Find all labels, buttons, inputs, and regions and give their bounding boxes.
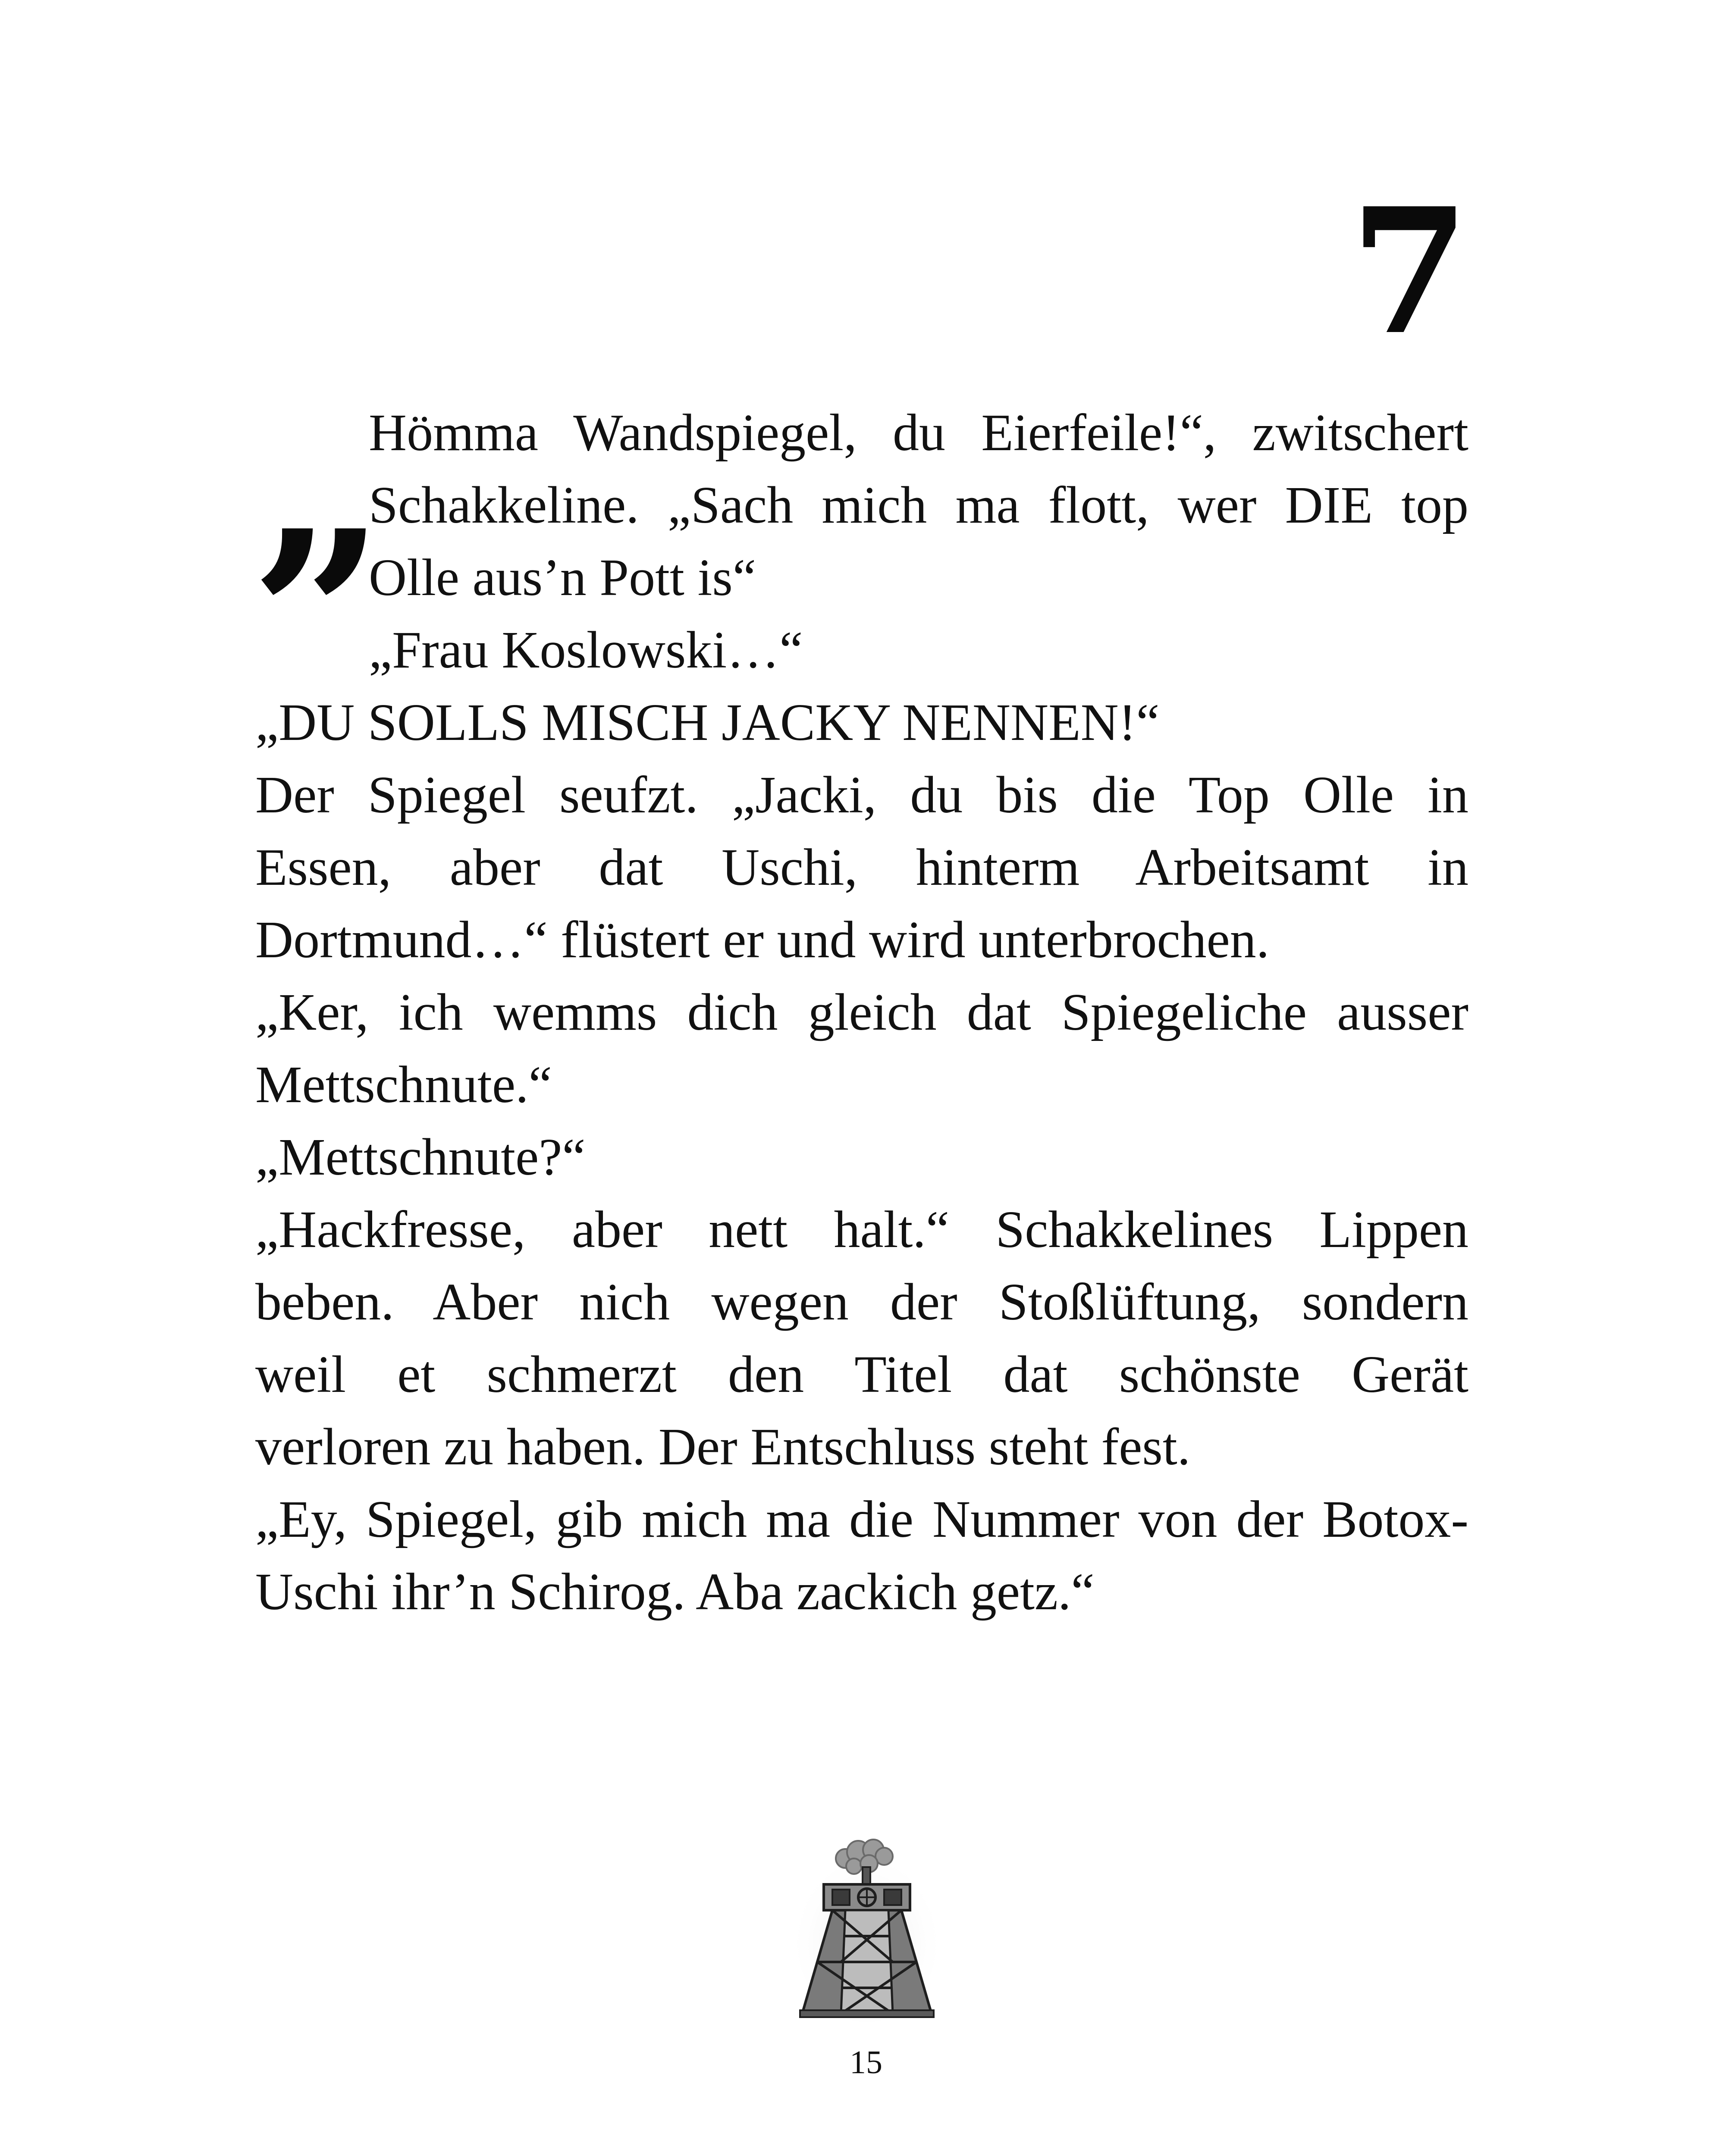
text-line: Mettschnute.“ [255,1056,552,1114]
text-line: Hömma Wandspiegel, du Eierfeile!“, zwitschert [369,404,1468,462]
chapter-number: 7 [1349,170,1470,373]
text-line: Dortmund…“ flüstert er und wird unterbrochen. [255,911,1270,969]
text-line: Der Spiegel seufzt. „Jacki, du bis die Top Olle in [255,766,1468,824]
text-line: weil et schmerzt den Titel dat schönste Gerät [255,1345,1468,1404]
text-line: verloren zu haben. Der Entschluss steht fest. [255,1418,1191,1476]
page-number: 15 [850,2044,882,2081]
text-line: „Ey, Spiegel, gib mich ma die Nummer von der Botox- [255,1490,1468,1548]
text-line: „DU SOLLS MISCH JACKY NENNEN!“ [255,693,1160,752]
text-line: Olle aus’n Pott is“ [369,548,756,607]
text-line: „Mettschnute?“ [255,1128,586,1186]
text-line: „Frau Koslowski…“ [369,621,803,679]
text-line: Uschi ihr’n Schirog. Aba zackich getz.“ [255,1563,1095,1621]
mine-headframe-icon [794,1833,940,2022]
text-line: Schakkeline. „Sach mich ma flott, wer DIE top [369,476,1468,534]
text-line: beben. Aber nich wegen der Stoßlüftung, sondern [255,1273,1468,1331]
text-line: „Ker, ich wemms dich gleich dat Spiegeliche ausser [255,983,1468,1041]
text-line: „Hackfresse, aber nett halt.“ Schakkelines Lippen [255,1200,1468,1259]
body-text [255,397,1468,1628]
drop-quote-mark: ” [250,480,367,753]
text-line: Essen, aber dat Uschi, hinterm Arbeitsamt in [255,838,1468,896]
